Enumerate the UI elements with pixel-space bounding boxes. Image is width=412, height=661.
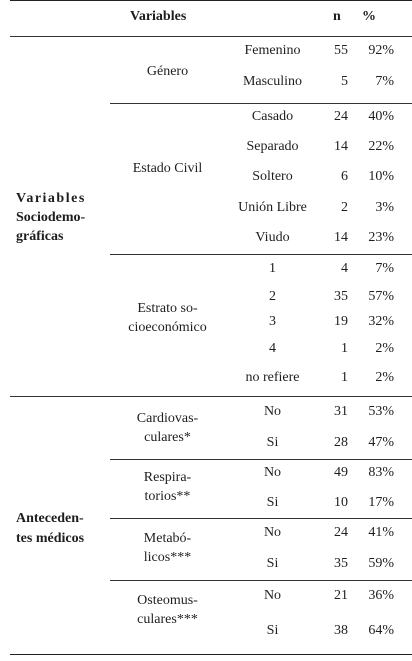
row-category: No (263, 404, 282, 419)
row-category: 2 (269, 289, 276, 304)
row-n: 24 (334, 109, 348, 124)
row-pct: 40% (368, 109, 394, 124)
row-category: Casado (251, 109, 294, 124)
subvar-label: Metabó- (143, 531, 192, 546)
row-category: no refiere (245, 370, 300, 385)
row-pct: 23% (368, 230, 394, 245)
row-pct: 36% (368, 588, 394, 603)
header-rule (10, 36, 412, 37)
row-category: Soltero (252, 169, 293, 184)
row-pct: 7% (375, 74, 394, 89)
row-pct: 3% (375, 200, 394, 215)
row-n: 4 (341, 261, 348, 276)
row-category: No (263, 525, 282, 540)
row-n: 49 (334, 465, 348, 480)
subvar-label: Estrato so- (137, 301, 198, 316)
row-category: Si (266, 435, 279, 450)
header-n: n (333, 9, 341, 24)
row-category: Separado (246, 139, 299, 154)
row-category: Femenino (244, 43, 301, 58)
subvar-label: licos*** (143, 550, 192, 565)
group-label-line: Variables (16, 191, 86, 206)
row-pct: 2% (375, 370, 394, 385)
row-pct: 41% (368, 525, 394, 540)
subvar-label: Género (146, 64, 189, 79)
row-category: 4 (269, 341, 276, 356)
row-category: Si (266, 556, 279, 571)
row-n: 38 (334, 623, 348, 638)
row-n: 6 (341, 169, 348, 184)
row-n: 35 (334, 289, 348, 304)
subvar-label: cioeconómico (128, 320, 207, 335)
row-pct: 7% (375, 261, 394, 276)
row-n: 28 (334, 435, 348, 450)
rule-sociodemo (10, 396, 412, 397)
row-n: 1 (341, 341, 348, 356)
row-n: 31 (334, 404, 348, 419)
row-pct: 53% (368, 404, 394, 419)
row-category: Si (266, 623, 279, 638)
group-label-line: gráficas (16, 229, 64, 244)
row-n: 5 (341, 74, 348, 89)
row-pct: 17% (368, 495, 394, 510)
row-category: 1 (269, 261, 276, 276)
row-pct: 32% (368, 314, 394, 329)
rule-metabo (110, 580, 412, 581)
row-pct: 64% (368, 623, 394, 638)
row-category: Viudo (255, 230, 290, 245)
row-pct: 83% (368, 465, 394, 480)
top-rule (10, 0, 412, 1)
row-pct: 10% (368, 169, 394, 184)
row-category: Si (266, 495, 279, 510)
subvar-label: Cardiovas- (136, 411, 199, 426)
subvar-label: culares*** (137, 612, 198, 627)
row-n: 24 (334, 525, 348, 540)
row-category: 3 (269, 314, 276, 329)
row-pct: 92% (368, 43, 394, 58)
rule-genero (110, 103, 412, 104)
row-category: No (263, 465, 282, 480)
group-label-line: Sociodemo- (16, 210, 86, 225)
subvar-label: torios** (144, 489, 191, 504)
subvar-label: Estado Civil (132, 161, 203, 176)
row-category: No (263, 588, 282, 603)
row-n: 21 (334, 588, 348, 603)
group-label-line: tes médicos (16, 531, 85, 546)
row-n: 1 (341, 370, 348, 385)
row-pct: 22% (368, 139, 394, 154)
header-pct: % (362, 9, 376, 24)
row-n: 2 (341, 200, 348, 215)
subvar-label: Osteomus- (137, 593, 198, 608)
row-category: Masculino (242, 74, 303, 89)
row-n: 14 (334, 139, 348, 154)
group-label-line: Anteceden- (16, 511, 84, 526)
row-pct: 2% (375, 341, 394, 356)
rule-estado-civil (110, 254, 412, 255)
row-n: 10 (334, 495, 348, 510)
subvar-label: culares* (144, 430, 191, 445)
row-pct: 47% (368, 435, 394, 450)
row-category: Unión Libre (238, 200, 307, 215)
subvar-label: Respira- (143, 470, 192, 485)
row-pct: 59% (368, 556, 394, 571)
row-n: 55 (334, 43, 348, 58)
rule-respira (110, 518, 412, 519)
header-variables: Variables (130, 9, 187, 24)
rule-cardio (110, 459, 412, 460)
row-n: 19 (334, 314, 348, 329)
row-n: 35 (334, 556, 348, 571)
row-n: 14 (334, 230, 348, 245)
bottom-rule (10, 654, 412, 655)
row-pct: 57% (368, 289, 394, 304)
